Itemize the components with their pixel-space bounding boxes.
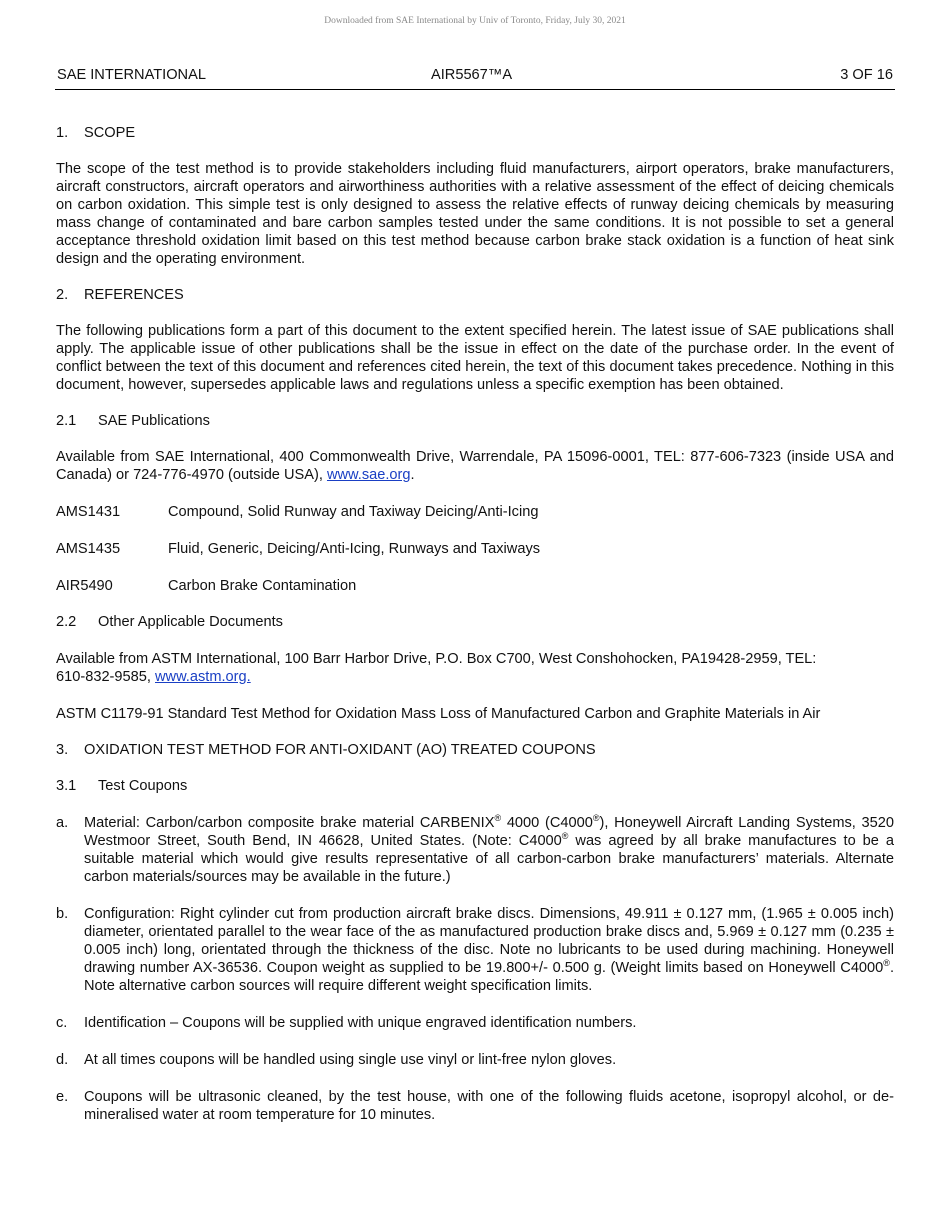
download-watermark: Downloaded from SAE International by Univ of Toronto, Friday, July 30, 2021 bbox=[324, 16, 626, 26]
section-title: SCOPE bbox=[84, 125, 136, 141]
list-item-d bbox=[56, 1051, 894, 1069]
section-title: SAE Publications bbox=[98, 413, 210, 429]
section-2-2-heading bbox=[56, 613, 894, 631]
header-org: SAE INTERNATIONAL bbox=[57, 67, 206, 83]
section-number: 2.2 bbox=[56, 614, 77, 630]
list-marker: e. bbox=[56, 1089, 69, 1105]
astm-availability-line-1: Available from ASTM International, 100 Barr Harbor Drive, P.O. Box C700, West Conshohocken, PA19428-2959, TEL: bbox=[56, 651, 817, 667]
scope-paragraph: The scope of the test method is to provide stakeholders including fluid manufacturers, airport operators, brake manufacturers, aircraft constructors, aircraft operators and airworthiness authorities with a relative assessment of the effect of deicing chemicals on carbon oxidation. This simple test is only designed to assess the relative effects of runway deicing chemicals by measuring mass change of contaminated and bare carbon samples tested under the same conditions. It is not possible to set a general acceptance threshold oxidation limit based on this test method because carbon brake stack oxidation is a function of heat sink design and the operating environment. bbox=[56, 161, 894, 267]
list-marker: b. bbox=[56, 906, 69, 922]
reference-id: AMS1431 bbox=[56, 504, 121, 520]
list-item-a bbox=[56, 814, 894, 886]
astm-reference: ASTM C1179-91 Standard Test Method for Oxidation Mass Loss of Manufactured Carbon and Graphite Materials in Air bbox=[56, 706, 821, 722]
list-item-c bbox=[56, 1014, 894, 1032]
registered-mark: ® bbox=[561, 831, 569, 841]
list-item-b bbox=[56, 905, 894, 995]
section-title: Other Applicable Documents bbox=[98, 614, 283, 630]
astm-website-link[interactable]: www.astm.org. bbox=[155, 669, 251, 685]
list-item-text: Coupons will be ultrasonic cleaned, by the test house, with one of the following fluids acetone, isopropyl alcohol, or de-mineralised water at room temperature for 10 minutes. bbox=[84, 1089, 894, 1123]
section-number: 1. bbox=[56, 125, 69, 141]
reference-row bbox=[56, 540, 894, 558]
reference-title: Carbon Brake Contamination bbox=[168, 578, 357, 594]
section-1-heading bbox=[56, 124, 894, 142]
astm-availability-line-2: 610-832-9585, bbox=[56, 669, 155, 685]
registered-mark: ® bbox=[592, 813, 600, 823]
list-marker: a. bbox=[56, 815, 69, 831]
list-marker: d. bbox=[56, 1052, 69, 1068]
registered-mark: ® bbox=[494, 813, 502, 823]
reference-row bbox=[56, 503, 894, 521]
section-number: 2. bbox=[56, 287, 69, 303]
section-number: 3.1 bbox=[56, 778, 77, 794]
references-paragraph: The following publications form a part of this document to the extent specified herein. The latest issue of SAE publications shall apply. The applicable issue of other publications shall be the issue in effect on the date of the purchase order. In the event of conflict between the text of this document and references cited herein, the text of this document takes precedence. Nothing in this document, however, supersedes applicable laws and regulations unless a specific exemption has been obtained. bbox=[56, 323, 894, 393]
registered-mark: ® bbox=[883, 958, 890, 968]
list-item-text: Configuration: Right cylinder cut from production aircraft brake discs. Dimensions, 49.911 ± 0.127 mm, (1.965 ± 0.005 inch) diameter, orientated parallel to the wear face of the as manufactured production brake discs and, 5.969 ± 0.127 mm (0.235 ± 0.005 inch) long, orientated through the thickness of the disc. Note no lubricants to be used during machining. Honeywell drawing number AX-36536. Coupon weight as supplied to be 19.800+/- 0.500 g. (Weight limits based on Honeywell C4000®. Note alternative carbon sources will require different weight specification limits. bbox=[84, 906, 894, 994]
astm-availability-paragraph bbox=[56, 650, 894, 686]
list-item-text: At all times coupons will be handled using single use vinyl or lint-free nylon gloves. bbox=[84, 1052, 617, 1068]
section-3-heading bbox=[56, 741, 894, 759]
reference-id: AIR5490 bbox=[56, 578, 113, 594]
header-doc-id: AIR5567™A bbox=[431, 67, 513, 83]
list-item-e bbox=[56, 1088, 894, 1124]
sae-website-link[interactable]: www.sae.org bbox=[326, 467, 411, 483]
section-3-1-heading bbox=[56, 777, 894, 795]
section-2-1-heading bbox=[56, 412, 894, 430]
reference-title: Compound, Solid Runway and Taxiway Deicing/Anti-Icing bbox=[168, 504, 539, 520]
list-marker: c. bbox=[56, 1015, 68, 1031]
sae-availability-text: Available from SAE International, 400 Commonwealth Drive, Warrendale, PA 15096-0001, TEL: 877-606-7323 (inside USA and Canada) or 724-776-4970 (outside USA), bbox=[56, 449, 894, 483]
section-title: REFERENCES bbox=[84, 287, 184, 303]
page-header bbox=[55, 67, 895, 90]
reference-id: AMS1435 bbox=[56, 541, 121, 557]
header-page-number: 3 OF 16 bbox=[840, 67, 893, 83]
list-item-text: Material: Carbon/carbon composite brake material CARBENIX® 4000 (C4000®), Honeywell Aircraft Landing Systems, 3520 Westmoor Street, South Bend, IN 46628, United States. (Note: C4000® was agreed by all brake manufactures to be a suitable material which would give results representative of all carbon-carbon brake manufacturers’ materials. Alternate carbon materials/sources may be available in the future.) bbox=[84, 813, 894, 885]
list-item-text: Identification – Coupons will be supplied with unique engraved identification numbers. bbox=[84, 1015, 637, 1031]
reference-title: Fluid, Generic, Deicing/Anti-Icing, Runways and Taxiways bbox=[168, 541, 541, 557]
section-2-heading bbox=[56, 286, 894, 304]
section-title: Test Coupons bbox=[98, 778, 188, 794]
section-number: 2.1 bbox=[56, 413, 77, 429]
section-number: 3. bbox=[56, 742, 69, 758]
sae-availability-paragraph bbox=[56, 448, 894, 484]
section-title: OXIDATION TEST METHOD FOR ANTI-OXIDANT (AO) TREATED COUPONS bbox=[84, 742, 596, 758]
document-body bbox=[56, 124, 894, 1124]
punctuation: . bbox=[410, 467, 415, 483]
reference-row bbox=[56, 577, 894, 595]
